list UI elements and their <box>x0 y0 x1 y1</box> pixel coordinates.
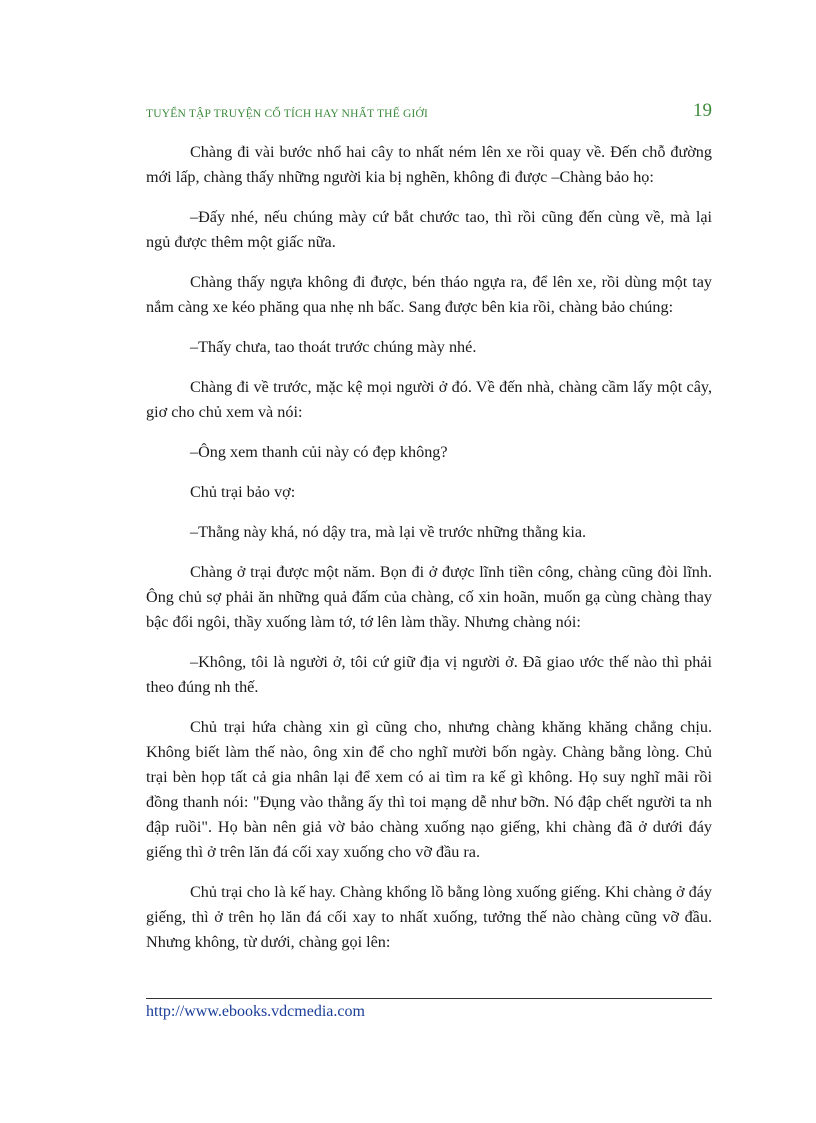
paragraph: Chủ trại cho là kế hay. Chàng khổng lồ bằng lòng xuống giếng. Khi chàng ở đáy giếng, thì ở trên họ lăn đá cối xay to nhất xuống, tưởng thế nào chàng cũng vỡ đầu. Nhưng không, từ dưới, chàng gọi lên: <box>146 883 712 951</box>
paragraph: –Thấy chưa, tao thoát trước chúng mày nhé. <box>190 338 477 356</box>
paragraph: Chàng đi về trước, mặc kệ mọi người ở đó. Về đến nhà, chàng cầm lấy một cây, giơ cho chủ xem và nói: <box>146 378 712 421</box>
paragraph: –Đấy nhé, nếu chúng mày cứ bắt chước tao, thì rồi cũng đến cùng về, mà lại ngủ được thêm một giấc nữa. <box>146 208 712 251</box>
footer-divider <box>146 998 712 999</box>
running-header <box>146 100 712 126</box>
story-body <box>146 140 712 970</box>
book-title: TUYỂN TẬP TRUYỆN CỔ TÍCH HAY NHẤT THẾ GIỚI <box>146 108 429 120</box>
paragraph: –Ông xem thanh củi này có đẹp không? <box>190 443 448 461</box>
paragraph: –Thằng này khá, nó dậy tra, mà lại về trước những thằng kia. <box>190 523 587 541</box>
page-number: 19 <box>693 100 712 121</box>
paragraph: –Không, tôi là người ở, tôi cứ giữ địa vị người ở. Đã giao ước thế nào thì phải theo đúng nh thế. <box>146 653 712 696</box>
paragraph: Chàng đi vài bước nhổ hai cây to nhất ném lên xe rồi quay về. Đến chỗ đường mới lấp, chàng thấy những người kia bị nghẽn, không đi được –Chàng bảo họ: <box>146 143 712 186</box>
paragraph: Chủ trại bảo vợ: <box>190 483 296 501</box>
footer-website-link[interactable]: http://www.ebooks.vdcmedia.com <box>146 1003 365 1020</box>
paragraph: Chàng thấy ngựa không đi được, bén tháo ngựa ra, để lên xe, rồi dùng một tay nắm càng xe kéo phăng qua nhẹ nh bấc. Sang được bên kia rồi, chàng bảo chúng: <box>146 273 712 316</box>
paragraph: Chủ trại hứa chàng xin gì cũng cho, nhưng chàng khăng khăng chẳng chịu. Không biết làm thế nào, ông xin để cho nghĩ mười bốn ngày. Chàng bằng lòng. Chủ trại bèn họp tất cả gia nhân lại để xem có ai tìm ra kế gì không. Họ suy nghĩ mãi rồi đồng thanh nói: "Đụng vào thằng ấy thì toi mạng dễ như bỡn. Nó đập chết người ta nh đập ruồi". Họ bàn nên giả vờ bảo chàng xuống nạo giếng, khi chàng đã ở dưới đáy giếng thì ở trên lăn đá cối xay xuống cho vỡ đầu ra. <box>146 718 712 861</box>
paragraph: Chàng ở trại được một năm. Bọn đi ở được lĩnh tiền công, chàng cũng đòi lĩnh. Ông chủ sợ phải ăn những quả đấm của chàng, cố xin hoãn, muốn gạ cùng chàng thay bậc đổi ngôi, thầy xuống làm tớ, tớ lên làm thầy. Nhưng chàng nói: <box>146 563 712 631</box>
